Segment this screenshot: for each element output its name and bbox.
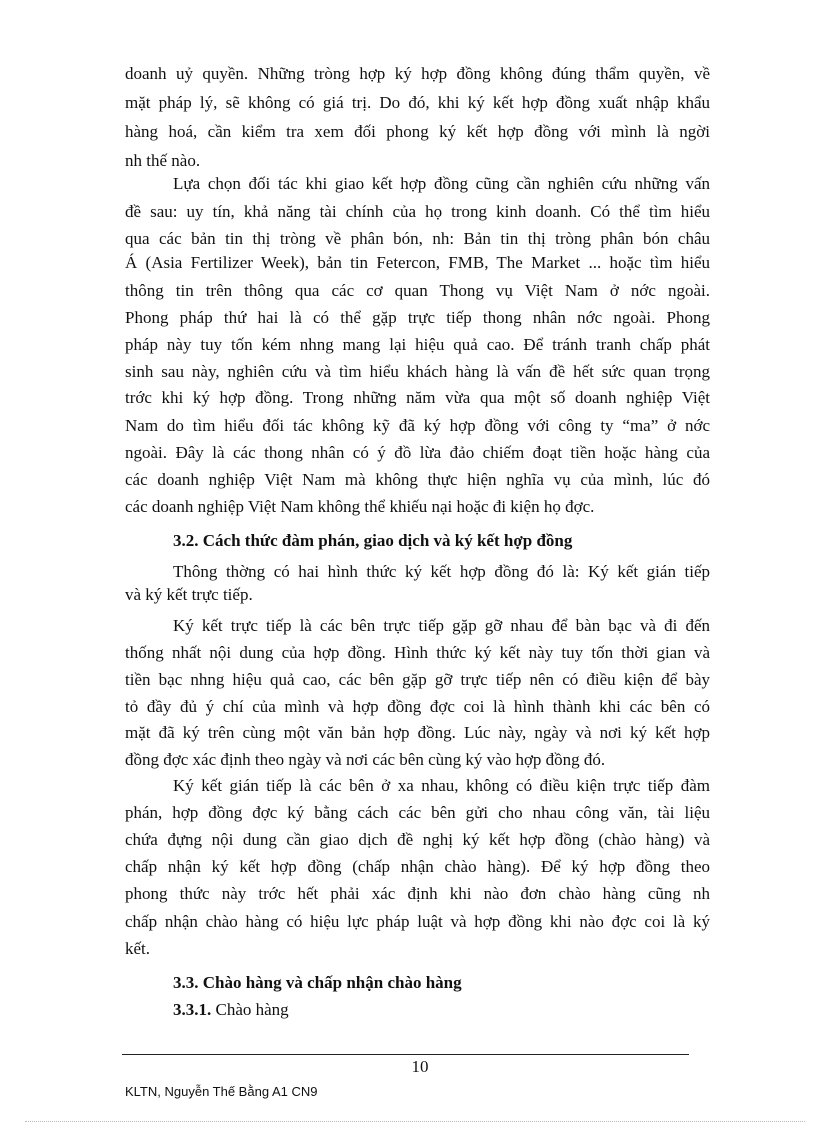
subsection-heading-3-3-1 bbox=[173, 998, 289, 1022]
paragraph-2-line-6: Phong pháp thứ hai là có thể gặp trực tiếp thong nhân nớc ngoài. Phong bbox=[125, 308, 710, 327]
paragraph-5-line-5: phong thức này trớc hết phải xác định khi nào đơn chào hàng cũng nh bbox=[125, 884, 710, 903]
paragraph-4-line-1: Ký kết trực tiếp là các bên trực tiếp gặp gỡ nhau để bàn bạc và đi đến bbox=[173, 616, 710, 635]
section-heading-3-2: 3.2. Cách thức đàm phán, giao dịch và ký kết hợp đồng bbox=[173, 531, 573, 550]
paragraph-4-line-6: đồng đợc xác định theo ngày và nơi các bên cùng ký vào hợp đồng đó. bbox=[125, 750, 606, 769]
paragraph-1-line-1: doanh uỷ quyền. Những tròng hợp ký hợp đồng không đúng thẩm quyền, về bbox=[125, 64, 710, 83]
paragraph-5-line-6: chấp nhận chào hàng có hiệu lực pháp luật và hợp đồng khi nào đợc coi là ký bbox=[125, 912, 710, 931]
paragraph-2-line-4: Á (Asia Fertilizer Week), bản tin Fetercon, FMB, The Market ... hoặc tìm hiểu bbox=[125, 253, 710, 272]
paragraph-5-line-2: phán, hợp đồng đợc ký bằng cách các bên gửi cho nhau công văn, tài liệu bbox=[125, 803, 710, 822]
footer-divider bbox=[122, 1054, 689, 1055]
paragraph-2-line-1: Lựa chọn đối tác khi giao kết hợp đồng cũng cần nghiên cứu những vấn bbox=[173, 174, 710, 193]
footer-text: KLTN, Nguyễn Thế Bằng A1 CN9 bbox=[125, 1084, 318, 1099]
paragraph-2-line-5: thông tin trên thông qua các cơ quan Thong vụ Việt Nam ở nớc ngoài. bbox=[125, 281, 710, 300]
paragraph-2-line-13: các doanh nghiệp Việt Nam không thể khiếu nại hoặc đi kiện họ đợc. bbox=[125, 497, 595, 516]
paragraph-2-line-8: sinh sau này, nghiên cứu và tìm hiểu khách hàng là vấn đề hết sức quan trọng bbox=[125, 362, 710, 381]
paragraph-2-line-10: Nam do tìm hiểu đối tác không kỹ đã ký hợp đồng với công ty “ma” ở nớc bbox=[125, 416, 710, 435]
paragraph-5-line-3: chứa đựng nội dung cần giao dịch đề nghị ký kết hợp đồng (chào hàng) và bbox=[125, 830, 710, 849]
paragraph-4-line-2: thống nhất nội dung của hợp đồng. Hình thức ký kết này tuy tốn thời gian và bbox=[125, 643, 710, 662]
page-bottom-dotted-edge bbox=[25, 1121, 805, 1122]
subsection-title: Chào hàng bbox=[211, 1000, 289, 1019]
paragraph-2-line-12: các doanh nghiệp Việt Nam mà không thực hiện nghĩa vụ của mình, lúc đó bbox=[125, 470, 710, 489]
paragraph-4-line-3: tiền bạc nhng hiệu quả cao, các bên gặp gỡ trực tiếp nên có điều kiện để bày bbox=[125, 670, 710, 689]
subsection-number: 3.3.1. bbox=[173, 1000, 212, 1019]
paragraph-3-line-1: Thông thờng có hai hình thức ký kết hợp đồng đó là: Ký kết gián tiếp bbox=[173, 562, 710, 581]
paragraph-1-line-4: nh thế nào. bbox=[125, 151, 201, 170]
paragraph-5-line-7: kết. bbox=[125, 939, 151, 958]
paragraph-1-line-2: mặt pháp lý, sẽ không có giá trị. Do đó, khi ký kết hợp đồng xuất nhập khẩu bbox=[125, 93, 710, 112]
page-number: 10 bbox=[411, 1057, 429, 1076]
paragraph-2-line-7: pháp này tuy tốn kém nhng mang lại hiệu quả cao. Để tránh tranh chấp phát bbox=[125, 335, 710, 354]
paragraph-4-line-5: mặt đã ký trên cùng một văn bản hợp đồng. Lúc này, ngày và nơi ký kết hợp bbox=[125, 723, 710, 742]
section-heading-3-3: 3.3. Chào hàng và chấp nhận chào hàng bbox=[173, 973, 462, 992]
paragraph-4-line-4: tỏ đầy đủ ý chí của mình và hợp đồng đợc coi là hình thành khi các bên có bbox=[125, 697, 710, 716]
paragraph-2-line-11: ngoài. Đây là các thong nhân có ý đồ lừa đảo chiếm đoạt tiền hoặc hàng của bbox=[125, 443, 710, 462]
paragraph-2-line-9: trớc khi ký hợp đồng. Trong những năm vừa qua một số doanh nghiệp Việt bbox=[125, 388, 710, 407]
paragraph-5-line-1: Ký kết gián tiếp là các bên ở xa nhau, không có điều kiện trực tiếp đàm bbox=[173, 776, 710, 795]
paragraph-2-line-2: đề sau: uy tín, khả năng tài chính của họ trong kinh doanh. Có thể tìm hiểu bbox=[125, 202, 710, 221]
paragraph-1-line-3: hàng hoá, cần kiểm tra xem đối phong ký kết hợp đồng với mình là ngời bbox=[125, 122, 710, 141]
paragraph-5-line-4: chấp nhận ký kết hợp đồng (chấp nhận chào hàng). Để ký hợp đồng theo bbox=[125, 857, 710, 876]
paragraph-3-line-2: và ký kết trực tiếp. bbox=[125, 585, 253, 604]
paragraph-2-line-3: qua các bản tin thị tròng về phân bón, nh: Bản tin thị tròng phân bón châu bbox=[125, 229, 710, 248]
